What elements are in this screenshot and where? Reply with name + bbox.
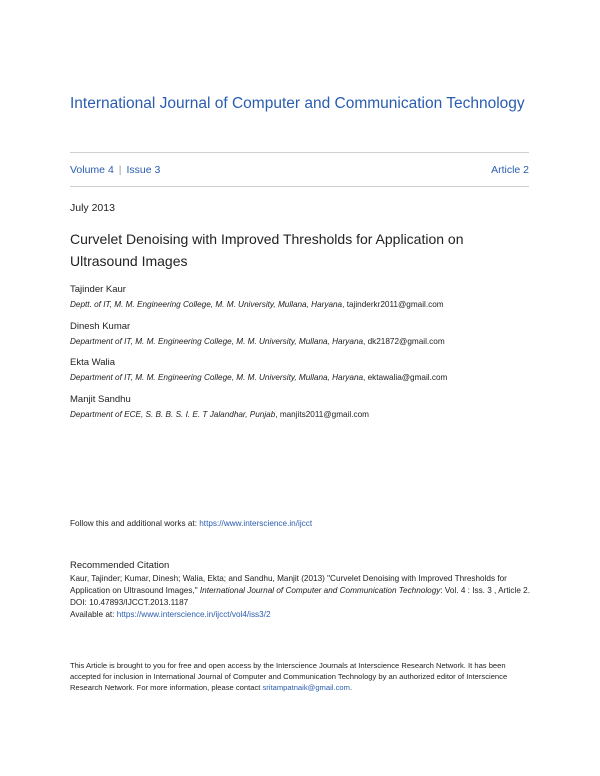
author-affiliation: Deptt. of IT, M. M. Engineering College, M. M. University, Mullana, Haryana, tajinderkr2011@gmail.com	[70, 300, 444, 309]
follow-text: Follow this and additional works at:	[70, 519, 200, 528]
author-email: ektawalia@gmail.com	[367, 373, 448, 382]
author-name: Dinesh Kumar	[70, 321, 131, 332]
citation-volume: : Vol. 4 : Iss. 3 , Article 2.	[440, 586, 531, 595]
citation-doi: DOI: 10.47893/IJCCT.2013.1187	[70, 598, 189, 607]
affiliation-text: Department of IT, M. M. Engineering College, M. M. University, Mullana, Haryana	[70, 337, 364, 346]
recommended-citation	[70, 559, 532, 621]
publication-date: July 2013	[70, 202, 115, 214]
follow-link[interactable]: https://www.interscience.in/ijcct	[199, 519, 313, 528]
author-entry	[70, 320, 540, 348]
affiliation-text: Department of IT, M. M. Engineering College, M. M. University, Mullana, Haryana	[70, 373, 364, 382]
available-link[interactable]: https://www.interscience.in/ijcct/vol4/iss3/2	[116, 610, 271, 619]
paper-title: Curvelet Denoising with Improved Thresholds for Application on Ultrasound Images	[70, 231, 464, 269]
author-affiliation: Department of IT, M. M. Engineering College, M. M. University, Mullana, Haryana, dk21872@gmail.com	[70, 337, 445, 346]
affiliation-text: Deptt. of IT, M. M. Engineering College, M. M. University, Mullana, Haryana	[70, 300, 343, 309]
volume-link[interactable]: Volume 4	[70, 164, 114, 176]
citation-authors: Kaur, Tajinder; Kumar, Dinesh; Walia, Ekta; and Sandhu, Manjit (2013) "Curvelet Denoising with Improved Thresholds for Application on Ultrasound Images,"	[70, 574, 507, 595]
issue-separator: |	[118, 164, 122, 176]
author-email: manjits2011@gmail.com	[279, 410, 369, 419]
issue-bar	[70, 163, 529, 177]
article-link[interactable]: Article 2	[491, 164, 529, 176]
citation-journal: International Journal of Computer and Communication Technology	[199, 586, 441, 595]
access-notice-end: .	[349, 683, 353, 692]
citation-available	[70, 609, 532, 621]
author-email: dk21872@gmail.com	[367, 337, 445, 346]
bottom-divider	[70, 186, 529, 187]
author-name: Ekta Walia	[70, 357, 116, 368]
access-notice	[70, 660, 532, 693]
affiliation-text: Department of ECE, S. B. B. S. I. E. T Jalandhar, Punjab	[70, 410, 276, 419]
author-email: tajinderkr2011@gmail.com	[346, 300, 444, 309]
citation-heading: Recommended Citation	[70, 560, 170, 571]
access-notice-text: This Article is brought to you for free and open access by the Interscience Journals at Interscience Research Network. It has been accepted for inclusion in International Journal of Computer and Communication Technology by an authorized editor of Interscience Research Network. For more information, please contact	[70, 661, 508, 692]
author-name: Tajinder Kaur	[70, 284, 126, 295]
issue-link[interactable]: Issue 3	[126, 164, 161, 176]
follow-line	[70, 518, 312, 530]
author-entry	[70, 283, 540, 311]
available-label: Available at:	[70, 610, 117, 619]
author-affiliation: Department of IT, M. M. Engineering College, M. M. University, Mullana, Haryana, ektawalia@gmail.com	[70, 373, 448, 382]
contact-email-link[interactable]: sritampatnaik@gmail.com	[262, 683, 350, 692]
author-affiliation: Department of ECE, S. B. B. S. I. E. T Jalandhar, Punjab, manjits2011@gmail.com	[70, 410, 369, 419]
top-divider	[70, 152, 529, 153]
citation-text	[70, 573, 532, 597]
author-entry	[70, 393, 540, 421]
author-name: Manjit Sandhu	[70, 394, 131, 405]
author-entry	[70, 356, 540, 384]
journal-title-link[interactable]: International Journal of Computer and Communication Technology	[70, 95, 525, 112]
